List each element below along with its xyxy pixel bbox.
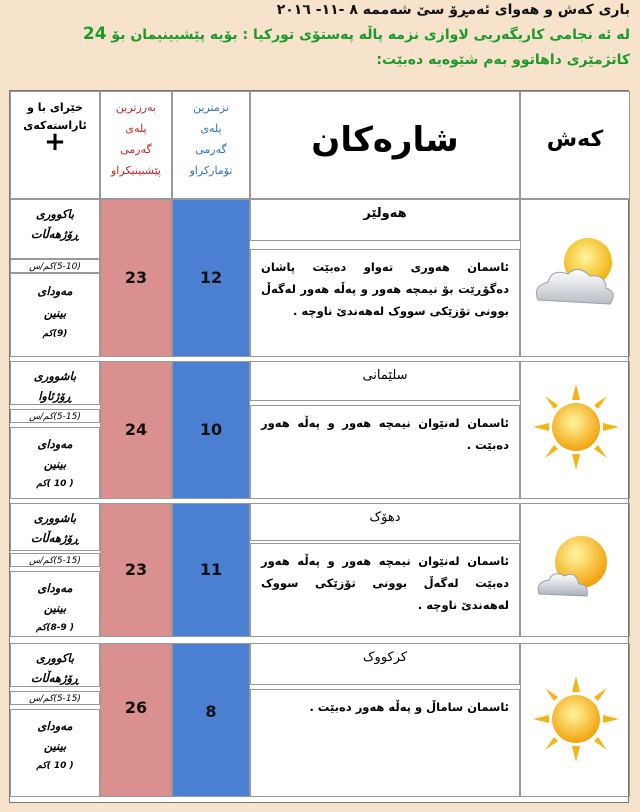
visibility-label: مەودای بینین: [37, 581, 73, 615]
max-temp-cell: [100, 361, 172, 499]
visibility-value: ( 10 )کم: [36, 761, 74, 771]
min-header-2: پلەی: [200, 121, 222, 135]
wind-header-line2: ئاراستەکەی: [23, 118, 87, 132]
max-temp-cell: [100, 503, 172, 637]
min-temp-cell: [172, 361, 250, 499]
forecast-description: ئاسمان ساماڵ و پەڵە هەور دەبێت .: [309, 700, 509, 714]
max-temp-value: 23: [124, 560, 148, 579]
max-temp-cell: [100, 199, 172, 357]
subtitle-line-2: کاتژمێری داهاتوو بەم شێوەیە دەبێت:: [376, 52, 630, 68]
min-temp-header: [172, 91, 250, 199]
wind-speed: (5-15)کم/س: [29, 556, 81, 566]
description-cell: [250, 249, 520, 357]
max-header-3: گەرمی: [120, 142, 152, 156]
visibility-value: ( 10 )کم: [36, 479, 74, 489]
cities-header: [250, 91, 520, 199]
weather-header-label: کەش: [546, 127, 604, 152]
cities-header-label: شارەکان: [311, 120, 459, 160]
city-name: سلێمانی: [362, 368, 408, 383]
max-header-2: پلەی: [125, 121, 147, 135]
visibility-value: ( 8-9)کم: [36, 623, 74, 633]
forecast-table: [9, 90, 629, 803]
plus-icon: +: [44, 126, 66, 157]
page-header: [0, 0, 640, 86]
wind-direction: باکووری ڕۆژهەڵات: [30, 651, 80, 685]
forecast-description: ئاسمان هەوری تەواو دەبێت پاشان دەگۆڕێت بۆ نیمچە هەور و پەڵە هەور لەگەڵ بوونی تۆزێکی سووک لەهەندێ ناوچە .: [261, 260, 509, 318]
min-temp-value: 11: [199, 560, 223, 579]
wind-direction: باشووری ڕۆژهەڵات: [30, 511, 80, 545]
wind-header-line1: خێرای با و: [27, 101, 83, 114]
wind-speed-cell: [10, 691, 100, 705]
max-temp-value: 23: [124, 268, 148, 287]
forecast-description: ئاسمان لەنێوان نیمچە هەور و پەڵە هەور دەبێت لەگەڵ بوونی تۆزێکی سووک لەهەندێ ناوچە .: [261, 554, 509, 612]
wind-speed-cell: [10, 553, 100, 567]
weather-icon-cell: [520, 361, 630, 499]
weather-icon-cell: [520, 503, 630, 637]
visibility-label: مەودای بینین: [37, 437, 73, 471]
sun-icon: [531, 382, 621, 472]
wind-header: [10, 91, 100, 199]
wind-speed: (5-10)کم/س: [29, 262, 81, 272]
city-cell: [250, 503, 520, 541]
hours-value: 24: [82, 24, 107, 44]
wind-direction-cell: [10, 503, 100, 551]
weather-icon-cell: [520, 643, 630, 797]
sun-icon: [531, 674, 621, 764]
subtitle-text: لە ئە نجامی کاریگەریی لاوازی نزمە پاڵە پەستۆی تورکیا : بۆیە پێشبینیمان بۆ: [111, 27, 630, 43]
min-header-3: گەرمی: [195, 142, 227, 156]
city-name: هەولێر: [363, 206, 407, 221]
wind-direction: باکووری ڕۆژهەڵات: [30, 207, 80, 241]
wind-speed-cell: [10, 409, 100, 423]
city-name: دهۆک: [369, 510, 401, 525]
max-temp-value: 24: [124, 420, 148, 439]
wind-speed: (5-15)کم/س: [29, 412, 81, 422]
description-cell: [250, 689, 520, 797]
max-temp-header: [100, 91, 172, 199]
weather-icon-cell: [520, 199, 630, 357]
wind-direction-cell: [10, 643, 100, 687]
visibility-cell: [10, 709, 100, 797]
city-cell: [250, 361, 520, 401]
visibility-value: (9)کم: [42, 329, 68, 339]
wind-direction-cell: [10, 361, 100, 405]
visibility-label: مەودای بینین: [37, 284, 73, 320]
min-temp-value: 10: [199, 420, 223, 439]
description-cell: [250, 543, 520, 637]
cloud-sun-icon: [526, 230, 626, 320]
wind-direction-cell: [10, 199, 100, 259]
min-temp-cell: [172, 199, 250, 357]
city-cell: [250, 199, 520, 241]
min-header-4: تۆمارکراو: [189, 163, 233, 177]
max-header-4: پێشبینیکراو: [111, 163, 161, 177]
forecast-description: ئاسمان لەنێوان نیمچە هەور و پەڵە هەور دەبێت .: [261, 416, 509, 452]
max-header-1: بەرزترین: [115, 101, 157, 114]
max-temp-value: 26: [124, 698, 148, 717]
title-line: باری کەش و هەوای ئەمڕۆ سێ شەممە ٨ -١١- ٢٠١٦: [276, 2, 630, 18]
city-cell: [250, 643, 520, 685]
description-cell: [250, 405, 520, 499]
min-temp-cell: [172, 643, 250, 797]
visibility-label: مەودای بینین: [37, 719, 73, 753]
max-temp-cell: [100, 643, 172, 797]
min-temp-value: 8: [205, 702, 217, 721]
min-temp-cell: [172, 503, 250, 637]
wind-speed-cell: [10, 259, 100, 273]
city-name: کرکووک: [362, 650, 408, 665]
wind-speed: (5-15)کم/س: [29, 694, 81, 704]
visibility-cell: [10, 273, 100, 357]
wind-direction: باشووری ڕۆژئاوا: [33, 369, 77, 403]
subtitle-line: [83, 24, 630, 44]
weather-header: [520, 91, 630, 199]
min-header-1: نزمترین: [193, 101, 229, 114]
visibility-cell: [10, 571, 100, 637]
min-temp-value: 12: [199, 268, 223, 287]
visibility-cell: [10, 427, 100, 499]
sun-behind-cloud-icon: [533, 530, 619, 610]
